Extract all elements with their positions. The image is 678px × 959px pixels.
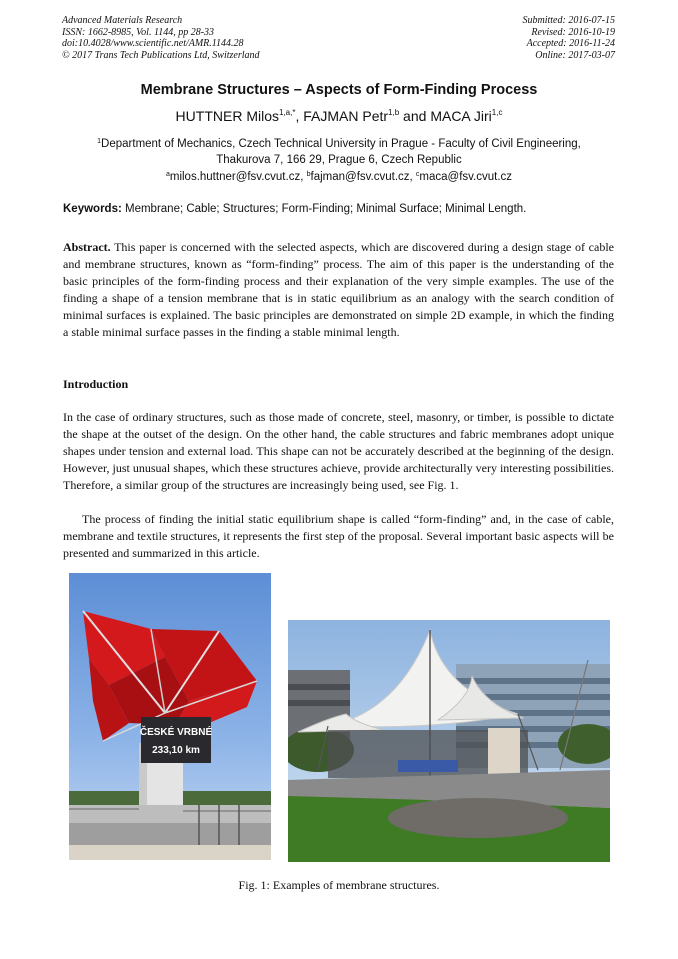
online-date: Online: 2017-03-07 xyxy=(535,49,615,61)
email-sup: a xyxy=(165,171,170,178)
keywords-text: Membrane; Cable; Structures; Form-Finding; Minimal Surface; Minimal Length. xyxy=(121,203,527,215)
email: maca@fsv.cvut.cz xyxy=(419,171,513,183)
paper-title: Membrane Structures – Aspects of Form-Finding Process xyxy=(140,82,538,98)
affiliation-line-2: Thakurova 7, 166 29, Prague 6, Czech Republic xyxy=(216,154,462,166)
author-sup: 1,a,* xyxy=(279,108,296,117)
abstract xyxy=(63,239,614,341)
keywords-label: Keywords: xyxy=(63,203,122,215)
journal-name: Advanced Materials Research xyxy=(62,15,183,26)
author-list xyxy=(0,108,678,124)
affiliation-text: Department of Mechanics, Czech Technical University in Prague - Faculty of Civil Engineering, xyxy=(101,138,581,150)
header-right xyxy=(523,15,616,61)
submitted-date: Submitted: 2016-07-15 xyxy=(522,15,615,26)
abstract-text: This paper is concerned with the selected aspects, which are discovered during a design stage of cable and membrane structures, known as “form-finding” process. The aim of this paper is the understanding of the basic principles of the form-finding process and their explanation of the very simple examples. The use of the finding a shape of a tension membrane that is in static equilibrium as an analogy with the search condition of minimal surfaces is explained. The basic principles are demonstrated on simple 2D example, in which the finding a stable minimal surface passes in the finding a stable minimal length. xyxy=(63,240,614,339)
header-left xyxy=(62,15,260,61)
copyright: © 2017 Trans Tech Publications Ltd, Switzerland xyxy=(62,49,260,61)
figure-photo-tent-membrane xyxy=(288,620,610,862)
intro-paragraph-1: In the case of ordinary structures, such as those made of concrete, steel, masonry, or timber, is possible to dictate the shape at the outset of the design. On the other hand, the cable structures and fabric membranes adopt unique shapes under tension and external load. This shape can not be accurately described at the beginning of the design. However, just unusual shapes, which these structures achieve, provide architecturally very interesting possibilities. Therefore, a similar group of the structures are increasingly being used, see Fig. 1. xyxy=(63,410,614,492)
author-sup: 1,c xyxy=(491,108,503,117)
figure-photo-umbrella-membrane xyxy=(69,573,271,860)
author-sup: 1,b xyxy=(388,108,400,117)
keywords xyxy=(63,203,615,215)
section-heading-introduction: Introduction xyxy=(63,377,129,391)
affiliation-sup: 1 xyxy=(97,138,102,145)
email-list: $^a$milos.huttner@fsv.cvut.cz, $^b$fajman@fsv.cvut.cz, $^c$maca@fsv.cvut.cz xyxy=(165,171,513,183)
email: milos.huttner@fsv.cvut.cz xyxy=(169,171,301,183)
accepted-date: Accepted: 2016-11-24 xyxy=(526,38,615,49)
author-name: FAJMAN Petr xyxy=(303,108,389,124)
affiliation xyxy=(60,134,618,168)
affiliation-line-1 xyxy=(60,134,618,152)
author-name: MACA Jiri xyxy=(430,108,492,124)
doi: doi:10.4028/www.scientific.net/AMR.1144.28 xyxy=(62,38,244,49)
issn: ISSN: 1662-8985, Vol. 1144, pp 28-33 xyxy=(62,26,215,38)
email-sup: c xyxy=(415,171,420,178)
author-and: and xyxy=(399,108,431,124)
email-sup: b xyxy=(306,171,311,178)
author-separator: , xyxy=(295,108,304,124)
email: fajman@fsv.cvut.cz xyxy=(310,171,410,183)
abstract-label: Abstract. xyxy=(63,240,111,254)
figure-caption: Fig. 1: Examples of membrane structures. xyxy=(238,878,440,892)
author-name: HUTTNER Milos xyxy=(175,108,279,124)
revised-date: Revised: 2016-10-19 xyxy=(531,26,615,38)
sign-text-line-2: 233,10 km xyxy=(152,745,200,756)
intro-paragraph-2: The process of finding the initial static equilibrium shape is called “form-finding” and, in the case of cable, membrane and textile structures, it represents the first step of the proposal. Several important basic aspects will be presented and summarized in this article. xyxy=(63,512,614,560)
sign-text-line-1: ČESKÉ VRBNÉ xyxy=(139,727,213,738)
